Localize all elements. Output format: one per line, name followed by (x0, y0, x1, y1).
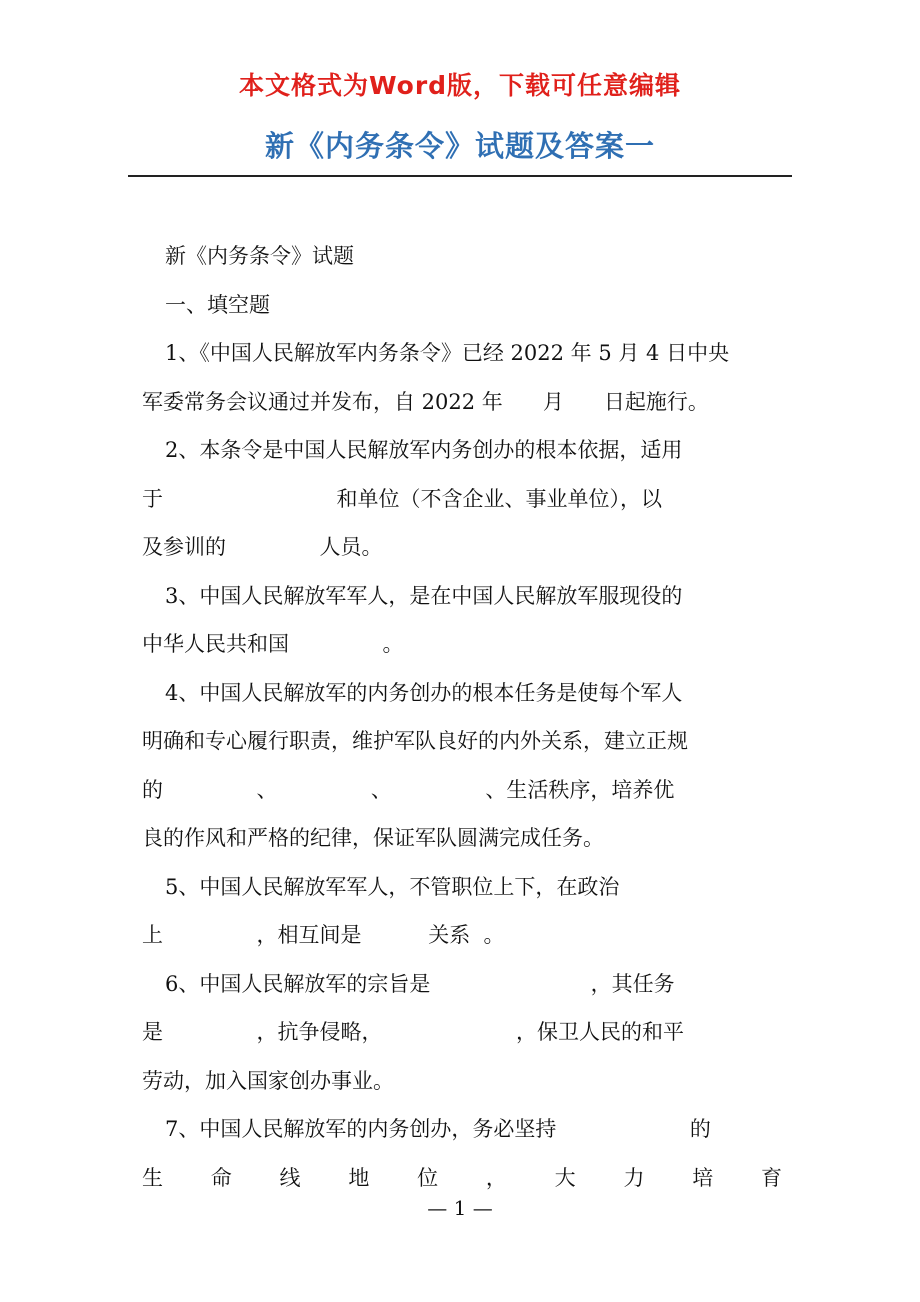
question-4-line-1: 4、中国人民解放军的内务创办的根本任务是使每个军人 (165, 680, 683, 705)
question-6-line-3: 劳动，加入国家创办事业。 (142, 1068, 394, 1093)
question-2-line-1: 2、本条令是中国人民解放军内务创办的根本依据，适用 (165, 438, 683, 462)
question-2-line-2: 于 和单位（不含企业、事业单位），以 (142, 486, 663, 511)
question-6-line-2: 是 ，抗争侵略， ，保卫人民的和平 (142, 1020, 684, 1044)
title-divider (128, 175, 792, 177)
question-3-line-2: 中华人民共和国 。 (142, 632, 404, 656)
document-title: 新《内务条令》试题及答案一 (264, 129, 655, 163)
document-body (142, 232, 782, 1202)
subsection-heading: 一、填空题 (165, 292, 270, 317)
question-4-line-2: 明确和专心履行职责，维护军队良好的内外关系，建立正规 (142, 729, 688, 753)
download-banner: 本文格式为Word版，下载可任意编辑 (238, 71, 682, 100)
question-3-line-1: 3、中国人民解放军军人，是在中国人民解放军服现役的 (165, 583, 683, 608)
question-2-line-3: 及参训的 人员。 (142, 535, 383, 559)
question-7-line-1: 7、中国人民解放军的内务创办，务必坚持 的 (165, 1117, 711, 1141)
question-4-line-4: 良的作风和严格的纪律，保证军队圆满完成任务。 (142, 826, 604, 850)
section-heading: 新《内务条令》试题 (165, 244, 354, 268)
question-5-line-1: 5、中国人民解放军军人，不管职位上下，在政治 (165, 874, 620, 899)
question-5-line-2: 上 ，相互间是 关系 。 (142, 923, 505, 947)
question-6-line-1: 6、中国人民解放军的宗旨是 ，其任务 (165, 971, 675, 996)
question-1-line-2: 军委常务会议通过并发布，自 2022 年 月 日起施行。 (142, 389, 709, 414)
question-7-line-2: 生 命 线 地 位 ， 大 力 培 育 (142, 1165, 782, 1190)
question-4-line-3: 的 、 、 、生活秩序，培养优 (142, 777, 675, 802)
page-number: — 1 — (427, 1196, 493, 1220)
question-1-line-1: 1、《中国人民解放军内务条令》已经 2022 年 5 月 4 日中央 (165, 341, 730, 365)
